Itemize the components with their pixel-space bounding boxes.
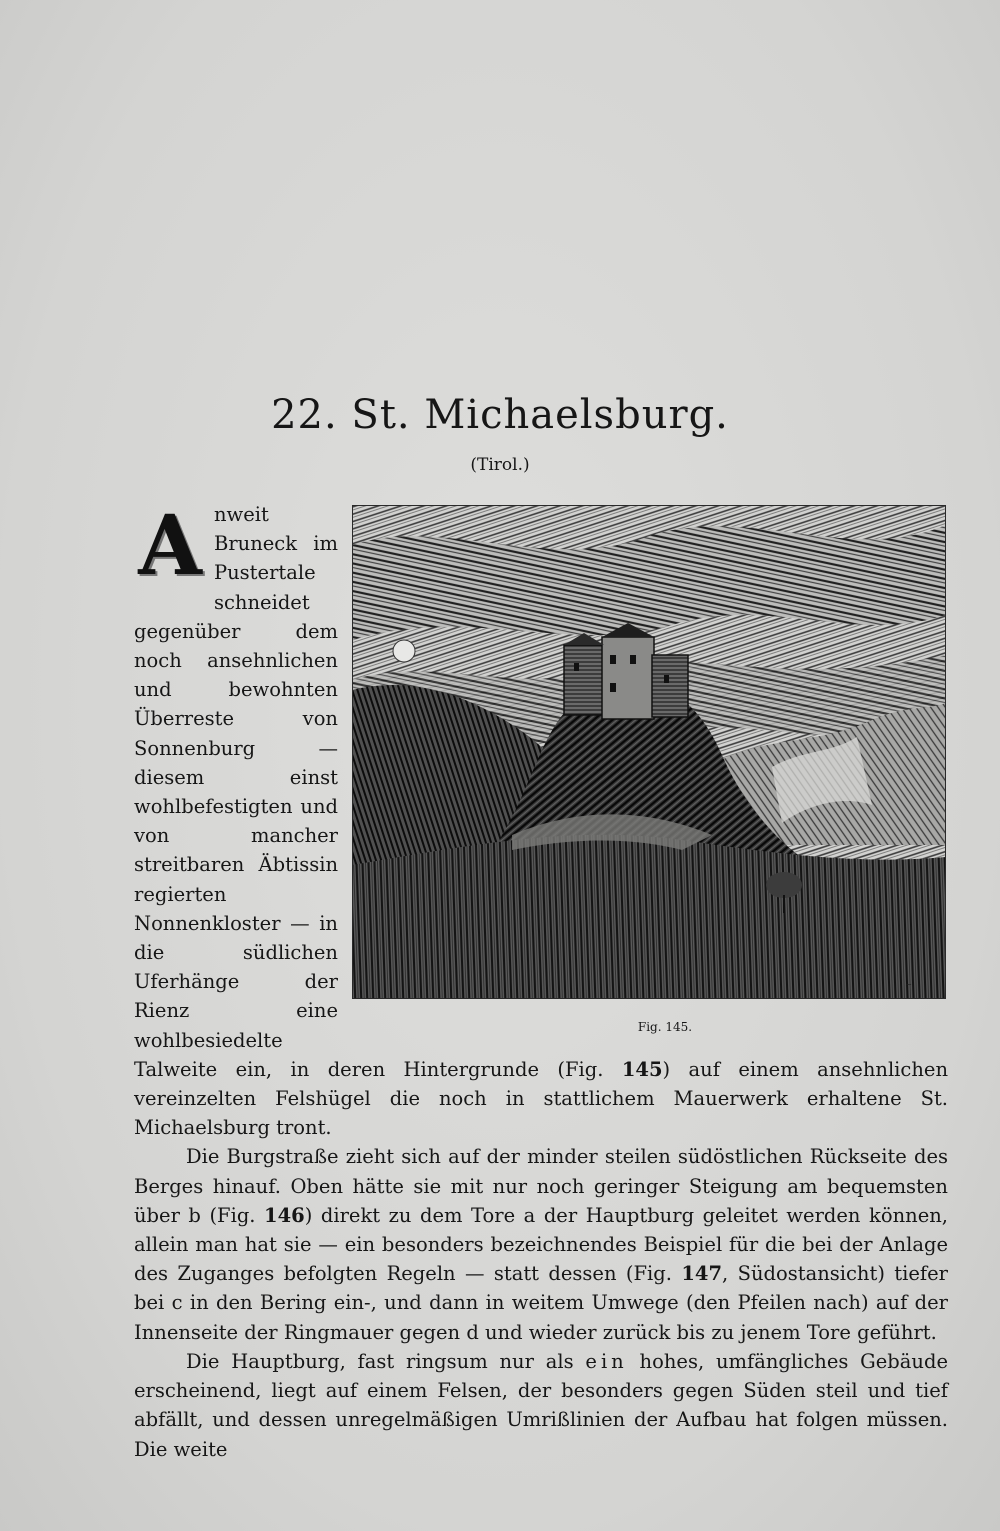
figure-ref-147: 147 bbox=[681, 1262, 723, 1286]
paragraph-1 bbox=[134, 500, 948, 1142]
body-text bbox=[134, 500, 948, 1464]
spaced-word: ein bbox=[585, 1349, 628, 1373]
figure-145 bbox=[352, 505, 948, 1040]
paragraph-1-text-a: nweit Bruneck im Pustertale schneidet gegenüber dem noch ansehnlichen und bewohnten Überreste von Sonnenburg — diesem einst wohlbefestigten und von mancher streitbaren Äbtissin regierten Nonnenkloster — in die südlichen Uferhänge der Rienz eine wohlbesiedelte Talweite ein, in deren Hintergrunde (Fig. bbox=[134, 503, 622, 1081]
paragraph-3-text-b: hohes, umfängliches Gebäude erscheinend, liegt auf einem Felsen, der besonders gegen Süden steil und tief abfällt, und dessen unregelmäßigen Umrißlinien der Aufbau hat folgen müssen. Die weite bbox=[134, 1349, 948, 1461]
figure-ref-145: 145 bbox=[621, 1057, 663, 1081]
foreground-slope bbox=[352, 835, 946, 999]
chapter-title: 22. St. Michaelsburg. bbox=[271, 392, 729, 438]
drop-cap: A bbox=[138, 498, 202, 594]
moon bbox=[393, 640, 415, 662]
paragraph-1-text-b: ) auf einem ansehnlichen vereinzelten Felshügel die noch in stattlichem Mauerwerk erhaltene St. Michaelsburg tront. bbox=[134, 1057, 948, 1140]
paragraph-2-text-c: , Südostansicht) tiefer bei c in den Bering ein-, und dann in weitem Umwege (den Pfeilen nach) auf der Innenseite der Ringmauer gegen d und wieder zurück bis zu jenem Tore geführt. bbox=[134, 1262, 948, 1344]
paragraph-3-text-a: Die Hauptburg, fast ringsum nur als bbox=[186, 1349, 586, 1373]
figure-ref-146: 146 bbox=[264, 1203, 305, 1227]
chapter-region: (Tirol.) bbox=[470, 455, 530, 475]
castle-engraving-image bbox=[352, 505, 946, 999]
figure-caption: Fig. 145. bbox=[637, 1020, 693, 1034]
paragraph-2-text-a: Die Burgstraße zieht sich auf der minder steilen südöstlichen Rückseite des Berges hinauf. Oben hätte sie mit nur noch geringer Steigung am bequemsten über b (Fig. bbox=[134, 1145, 948, 1227]
cloud-band-upper bbox=[352, 525, 946, 640]
paragraph-3 bbox=[134, 1347, 948, 1464]
artist-signature: ~ bbox=[905, 980, 912, 989]
paragraph-2-text-b: ) direkt zu dem Tore a der Hauptburg geleitet werden können, allein man hat sie — ein besonders bezeichnendes Beispiel für die bei der Anlage des Zuganges befolgten Regeln — statt dessen (Fig. bbox=[134, 1203, 948, 1286]
paragraph-2 bbox=[134, 1142, 948, 1346]
